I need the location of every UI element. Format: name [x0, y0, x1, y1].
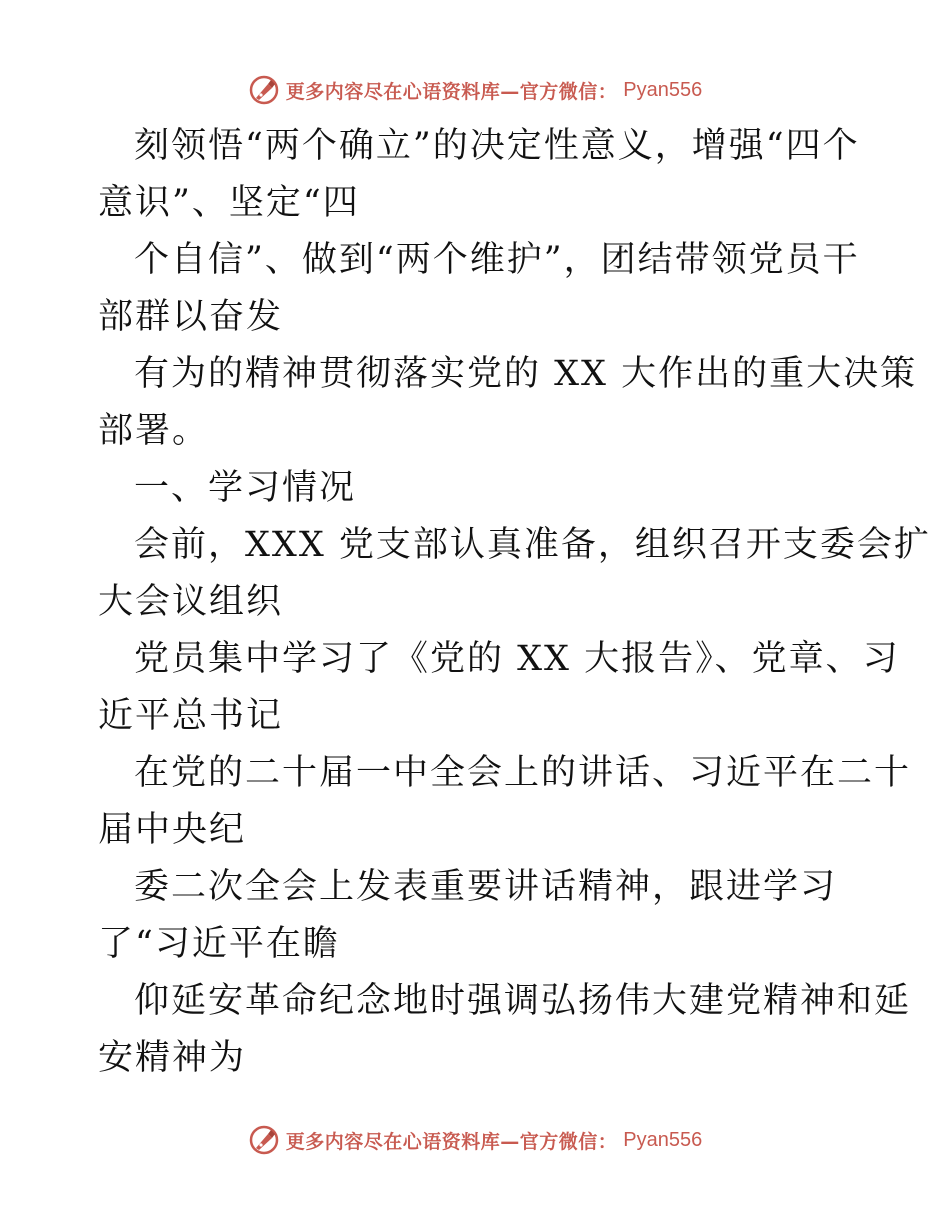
- paragraph-line: 会前，XXX 党支部认真准备，组织召开支委会扩: [134, 525, 931, 565]
- paragraph-line: 仰延安革命纪念地时强调弘扬伟大建党精神和延: [134, 981, 912, 1021]
- paragraph-line: 届中央纪: [98, 810, 247, 850]
- footer-banner-text: 更多内容尽在心语资料库—官方微信：: [285, 1130, 618, 1153]
- section-heading: 一、学习情况: [134, 468, 357, 508]
- paragraph-line: 委二次全会上发表重要讲话精神，跟进学习: [134, 867, 838, 907]
- footer-banner-id: Pyan556: [623, 1128, 703, 1151]
- paragraph-line: 部群以奋发: [98, 297, 284, 337]
- pen-nib-logo-icon: [248, 1124, 280, 1156]
- document-body: [98, 118, 931, 1087]
- paragraph-line: 大会议组织: [98, 582, 284, 622]
- paragraph-line: 了“习近平在瞻: [98, 924, 340, 964]
- paragraph-line: 有为的精神贯彻落实党的 XX 大作出的重大决策: [134, 354, 918, 394]
- paragraph-line: 个自信”、做到“两个维护”，团结带领党员干: [134, 240, 860, 280]
- paragraph-line: 刻领悟“两个确立”的决定性意义，增强“四个: [134, 126, 860, 166]
- paragraph-line: 部署。: [98, 411, 210, 451]
- paragraph-line: 安精神为: [98, 1038, 247, 1078]
- header-banner-id: Pyan556: [623, 78, 703, 101]
- paragraph-line: 近平总书记: [98, 696, 284, 736]
- header-banner: [0, 70, 950, 110]
- header-banner-text: 更多内容尽在心语资料库—官方微信：: [285, 80, 618, 103]
- paragraph-line: 意识”、坚定“四: [98, 183, 360, 223]
- pen-nib-logo-icon: [248, 74, 280, 106]
- paragraph-line: 在党的二十届一中全会上的讲话、习近平在二十: [134, 753, 912, 793]
- paragraph-line: 党员集中学习了《党的 XX 大报告》、党章、习: [134, 639, 900, 679]
- footer-banner: [0, 1120, 950, 1160]
